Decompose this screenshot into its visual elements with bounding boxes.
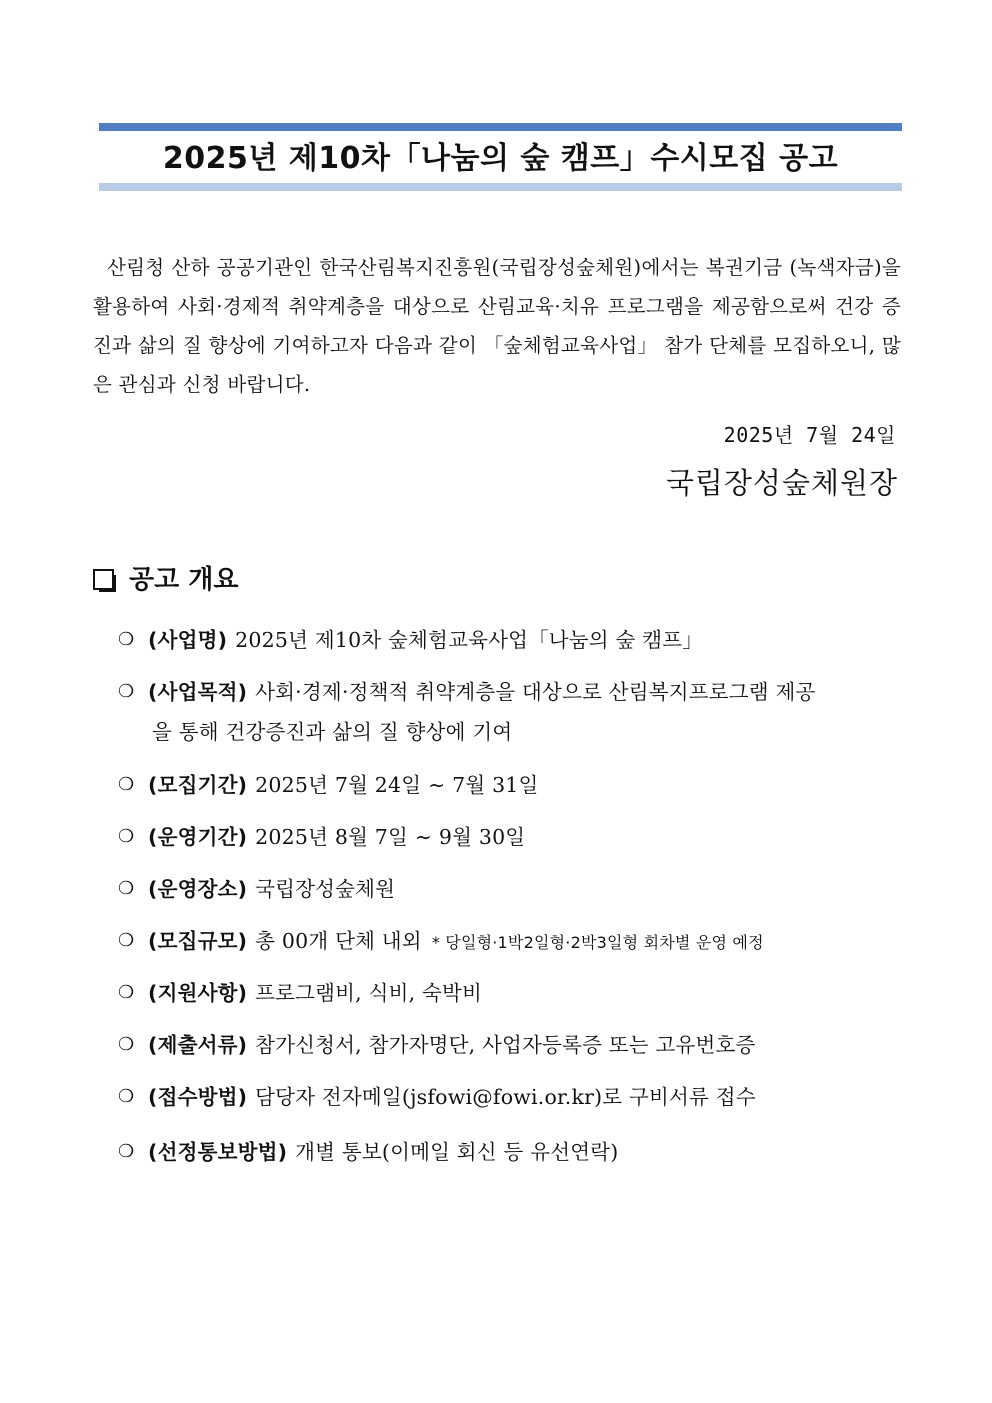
item-note: * 당일형·1박2일형·2박3일형 회차별 운영 예정 xyxy=(431,933,764,952)
announcement-date: 2025년 7월 24일 xyxy=(723,423,896,447)
circle-bullet-icon: ❍ xyxy=(118,1141,135,1162)
circle-bullet-icon: ❍ xyxy=(118,1086,135,1107)
item-value: 담당자 전자메일(jsfowi@fowi.or.kr)로 구비서류 접수 xyxy=(255,1085,756,1109)
circle-bullet-icon: ❍ xyxy=(118,681,135,702)
item-label: (접수방법) xyxy=(148,1085,248,1109)
item-value: 국립장성숲체원 xyxy=(255,877,396,901)
item-label: (모집기간) xyxy=(148,773,248,797)
circle-bullet-icon: ❍ xyxy=(118,826,135,847)
item-value: 2025년 8월 7일 ∼ 9월 30일 xyxy=(255,825,526,849)
item-value: 2025년 7월 24일 ∼ 7월 31일 xyxy=(255,773,539,797)
intro-line: 제공함으로써 건강 증진과 삶의 질 향상에 기여하고자 다음과 같이 「숲체험교육사업」 xyxy=(93,295,902,357)
item-label: (사업목적) xyxy=(148,680,248,704)
item-label: (제출서류) xyxy=(148,1033,248,1057)
page-title: 2025년 제10차「나눔의 숲 캠프」수시모집 공고 xyxy=(162,141,839,176)
item-label: (운영기간) xyxy=(148,825,248,849)
intro-line: 참가 단체를 모집하오니, 많은 관심과 신청 바랍니다. xyxy=(93,334,902,396)
item-label: (선정통보방법) xyxy=(148,1140,288,1164)
item-label: (사업명) xyxy=(148,628,228,652)
item-label: (지원사항) xyxy=(148,981,248,1005)
circle-bullet-icon: ❍ xyxy=(118,774,135,795)
item-value: 프로그램비, 식비, 숙박비 xyxy=(255,981,483,1005)
item-value: 사회·경제·정책적 취약계층을 대상으로 산림복지프로그램 제공 xyxy=(255,680,816,704)
item-label: (모집규모) xyxy=(148,929,248,953)
circle-bullet-icon: ❍ xyxy=(118,878,135,899)
item-value: 2025년 제10차 숲체험교육사업「나눔의 숲 캠프」 xyxy=(235,628,703,652)
circle-bullet-icon: ❍ xyxy=(118,982,135,1003)
item-value-continued: 을 통해 건강증진과 삶의 질 향상에 기여 xyxy=(152,720,513,744)
circle-bullet-icon: ❍ xyxy=(118,1034,135,1055)
intro-line: (녹색자금)을 활용하여 사회·경제적 취약계층을 대상으로 산림교육·치유 프로그램을 xyxy=(93,256,901,318)
intro-line: 산림청 산하 공공기관인 한국산림복지진흥원(국립장성숲체원)에서는 복권기금 xyxy=(107,256,783,279)
circle-bullet-icon: ❍ xyxy=(118,930,135,951)
item-value: 총 00개 단체 내외 xyxy=(255,929,422,953)
issuer-signature: 국립장성숲체원장 xyxy=(665,466,898,500)
item-value: 개별 통보(이메일 회신 등 유선연락) xyxy=(295,1140,619,1164)
section-title: 공고 개요 xyxy=(129,565,239,595)
item-value: 참가신청서, 참가자명단, 사업자등록증 또는 고유번호증 xyxy=(255,1033,756,1057)
item-label: (운영장소) xyxy=(148,877,248,901)
circle-bullet-icon: ❍ xyxy=(118,629,135,650)
